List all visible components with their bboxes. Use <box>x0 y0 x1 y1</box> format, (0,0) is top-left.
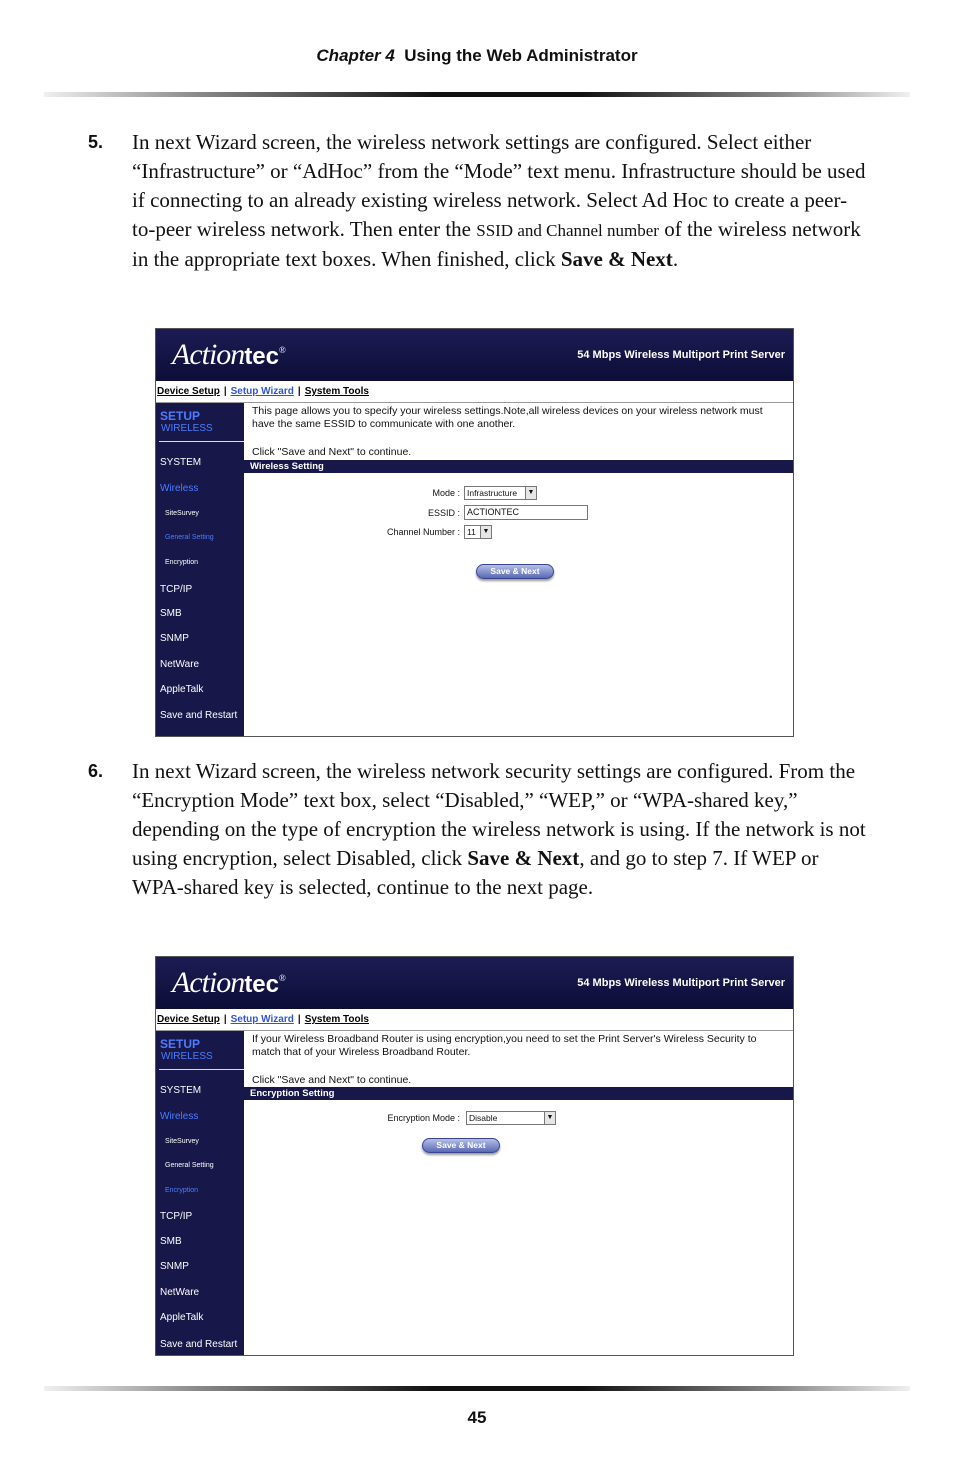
step-text <box>132 128 868 274</box>
step-text-bold: Save & Next <box>467 846 580 870</box>
chevron-down-icon: ▼ <box>480 526 491 538</box>
nav-setup-wizard[interactable]: Setup Wizard <box>230 386 294 397</box>
sidebar-item-tcpip[interactable]: TCP/IP <box>160 1211 193 1222</box>
step-text-part: . <box>672 247 679 271</box>
nav-device-setup[interactable]: Device Setup <box>157 1014 220 1025</box>
step-text-part: In next Wizard screen, the wireless network settings are configured. Select either “Infrastructure” or “AdHoc” from the “Mode” text menu. Infrastructure should be used if connecting to an already existing wireless network. Select Ad Hoc to create a peer-to-peer wireless network. Then enter the <box>132 130 866 241</box>
chevron-down-icon: ▼ <box>525 487 536 499</box>
nav-device-setup[interactable]: Device Setup <box>157 386 220 397</box>
screenshot-wireless-setting <box>155 328 794 737</box>
section-bar: Wireless Setting <box>244 460 793 473</box>
sidebar-setup: SETUP <box>160 409 201 423</box>
step-text-small: SSID and Channel number <box>476 221 659 240</box>
sidebar-item-system[interactable]: SYSTEM <box>160 457 202 468</box>
sidebar-item-netware[interactable]: NetWare <box>160 1287 200 1298</box>
channel-select[interactable] <box>464 525 492 539</box>
nav-system-tools[interactable]: System Tools <box>304 386 369 397</box>
sidebar <box>156 403 244 736</box>
content-area <box>156 403 793 736</box>
save-next-button[interactable]: Save & Next <box>476 564 554 579</box>
sidebar-item-snmp[interactable]: SNMP <box>160 1261 189 1272</box>
encryption-mode-select[interactable] <box>466 1111 556 1125</box>
sidebar-item-encryption[interactable]: Encryption <box>165 1187 199 1194</box>
intro-text: If your Wireless Broadband Router is using encryption,you need to set the Print Server's Wireless Security to match that of your Wireless Broadband Router. <box>252 1033 757 1058</box>
banner <box>156 957 793 1009</box>
continue-text: Click "Save and Next" to continue. <box>252 1074 412 1086</box>
step-number: 5. <box>88 132 104 152</box>
sidebar-item-general-setting[interactable]: General Setting <box>165 534 214 541</box>
mode-select-value: Infrastructure <box>467 488 518 498</box>
footer-rule <box>44 1386 910 1391</box>
nav-setup-wizard[interactable]: Setup Wizard <box>230 1014 294 1025</box>
section-bar: Encryption Setting <box>244 1087 793 1100</box>
chapter-title: Using the Web Administrator <box>404 46 638 65</box>
chevron-down-icon: ▼ <box>544 1112 555 1124</box>
header-rule <box>44 92 910 97</box>
intro-text: This page allows you to specify your wireless settings.Note,all wireless devices on your wireless network must have the same ESSID to communicate with one another. <box>252 405 763 430</box>
step-6 <box>88 757 868 902</box>
main-panel <box>244 403 793 736</box>
essid-label: ESSID : <box>427 508 460 518</box>
sidebar-item-tcpip[interactable]: TCP/IP <box>160 584 193 595</box>
sidebar-divider <box>159 441 244 442</box>
step-text-part: In next Wizard screen, the wireless network security settings are configured. From the “Encryption Mode” text box, select “Disabled,” “WEP,” or “WPA-shared key,” depending on the type of encryption the wireless network is using. If the network is not using encryption, select Disabled, click <box>132 759 866 870</box>
step-number: 6. <box>88 761 104 781</box>
banner <box>156 329 793 381</box>
sidebar-item-snmp[interactable]: SNMP <box>160 633 189 644</box>
save-next-button[interactable]: Save & Next <box>422 1138 500 1153</box>
continue-text: Click "Save and Next" to continue. <box>252 446 412 458</box>
sidebar-item-wireless[interactable]: Wireless <box>160 1111 199 1122</box>
step-text-bold: Save & Next <box>560 247 673 271</box>
nav-system-tools[interactable]: System Tools <box>304 1014 369 1025</box>
banner-title: 54 Mbps Wireless Multiport Print Server <box>577 977 785 989</box>
sidebar-item-site-survey[interactable]: SiteSurvey <box>165 1138 199 1145</box>
channel-select-value: 11 <box>467 527 476 537</box>
sidebar-item-smb[interactable]: SMB <box>160 1236 182 1247</box>
sidebar-item-site-survey[interactable]: SiteSurvey <box>165 510 199 517</box>
channel-label: Channel Number : <box>386 527 460 537</box>
step-5 <box>88 128 868 274</box>
step-text-part: of the wireless network in the appropriate text boxes. When finished, click <box>132 217 861 271</box>
main-panel <box>244 1031 793 1355</box>
sidebar-item-save-restart[interactable]: Save and Restart <box>160 710 238 721</box>
page-number: 45 <box>467 1408 487 1427</box>
sidebar-setup: SETUP <box>160 1037 201 1051</box>
content-area <box>156 1031 793 1355</box>
actiontec-logo: Actiontec® <box>172 966 285 999</box>
sidebar-wireless-sub: WIRELESS <box>161 1051 213 1062</box>
sidebar-divider <box>159 1069 244 1070</box>
page-header <box>0 46 954 66</box>
actiontec-logo: Actiontec® <box>172 338 285 371</box>
banner-title: 54 Mbps Wireless Multiport Print Server <box>577 349 785 361</box>
sidebar-item-smb[interactable]: SMB <box>160 608 182 619</box>
sidebar-item-wireless[interactable]: Wireless <box>160 483 199 494</box>
sidebar-item-general-setting[interactable]: General Setting <box>165 1162 214 1169</box>
step-text-part: , and go to step 7. If WEP or WPA-shared key is selected, continue to the next page. <box>132 846 819 899</box>
encryption-mode-label: Encryption Mode : <box>387 1113 460 1123</box>
essid-input[interactable]: ACTIONTEC <box>464 505 588 520</box>
screenshot-encryption-setting <box>155 956 794 1356</box>
step-text <box>132 757 868 902</box>
encryption-mode-value: Disable <box>469 1113 498 1123</box>
chapter-label: Chapter 4 <box>316 46 395 65</box>
sidebar-item-appletalk[interactable]: AppleTalk <box>160 684 204 695</box>
top-nav: Device Setup | Setup Wizard | System Tools <box>156 381 793 403</box>
sidebar <box>156 1031 244 1355</box>
sidebar-wireless-sub: WIRELESS <box>161 423 213 434</box>
top-nav: Device Setup | Setup Wizard | System Tools <box>156 1009 793 1031</box>
sidebar-item-encryption[interactable]: Encryption <box>165 559 199 566</box>
sidebar-item-system[interactable]: SYSTEM <box>160 1085 202 1096</box>
sidebar-item-netware[interactable]: NetWare <box>160 659 200 670</box>
sidebar-item-appletalk[interactable]: AppleTalk <box>160 1312 204 1323</box>
mode-label: Mode : <box>432 488 460 498</box>
mode-select[interactable] <box>464 486 537 500</box>
sidebar-item-save-restart[interactable]: Save and Restart <box>160 1339 238 1350</box>
